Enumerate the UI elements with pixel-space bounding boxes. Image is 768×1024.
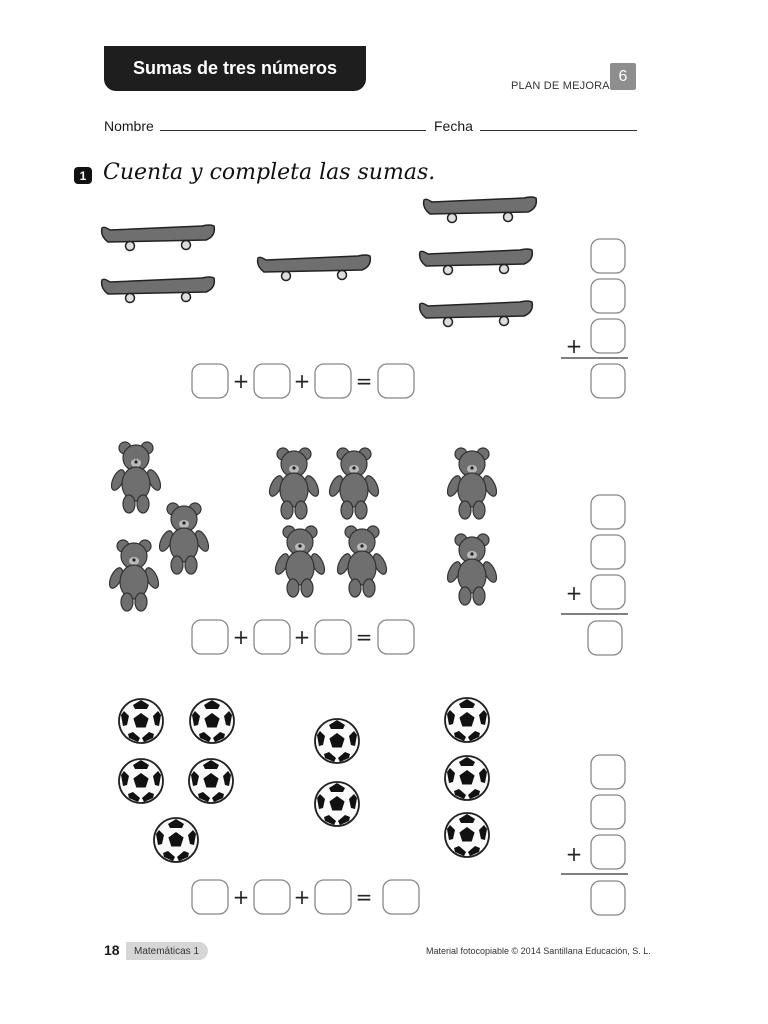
plus-sign: + — [293, 625, 311, 649]
answer-box[interactable] — [192, 364, 228, 398]
plan-label: PLAN DE MEJORA — [511, 80, 610, 92]
teddy-bear-icon — [335, 526, 389, 597]
skateboard-icon — [102, 225, 215, 251]
copyright-notice: Material fotocopiable © 2014 Santillana Educación, S. L. — [426, 946, 651, 956]
plus-sign: + — [232, 885, 250, 909]
row-3-group-1 — [119, 699, 234, 862]
row-3-group-2 — [315, 719, 359, 826]
equals-sign: = — [355, 625, 373, 649]
answer-box[interactable] — [378, 620, 414, 654]
row-2-group-3 — [445, 448, 499, 605]
answer-box[interactable] — [591, 364, 625, 398]
answer-box[interactable] — [192, 620, 228, 654]
row-2-group-1 — [107, 442, 211, 611]
soccer-ball-icon — [445, 698, 489, 742]
answer-box[interactable] — [315, 620, 351, 654]
soccer-ball-icon — [119, 699, 163, 743]
teddy-bear-icon — [273, 526, 327, 597]
plus-sign: + — [565, 842, 583, 866]
skateboard-icon — [424, 197, 537, 223]
row-3-equation — [192, 880, 419, 914]
teddy-bear-icon — [157, 503, 211, 574]
exercise-instruction: Cuenta y completa las sumas. — [103, 160, 436, 185]
teddy-bear-icon — [107, 540, 161, 611]
soccer-ball-icon — [445, 813, 489, 857]
row-2-group-2 — [267, 448, 389, 597]
answer-box[interactable] — [591, 495, 625, 529]
plus-sign: + — [293, 369, 311, 393]
answer-box[interactable] — [591, 835, 625, 869]
answer-box[interactable] — [591, 881, 625, 915]
row-1-equation — [192, 364, 414, 398]
row-3-group-3 — [445, 698, 489, 857]
plus-sign: + — [232, 369, 250, 393]
teddy-bear-icon — [327, 448, 381, 519]
skateboard-icon — [420, 249, 533, 275]
equals-sign: = — [355, 885, 373, 909]
name-label: Nombre — [104, 118, 154, 134]
answer-box[interactable] — [591, 795, 625, 829]
skateboard-icon — [420, 301, 533, 327]
teddy-bear-icon — [109, 442, 163, 513]
answer-box[interactable] — [591, 319, 625, 353]
soccer-ball-icon — [315, 782, 359, 826]
book-label: Matemáticas 1 — [126, 942, 208, 960]
row-1-group-1 — [102, 225, 215, 303]
answer-box[interactable] — [192, 880, 228, 914]
plus-sign: + — [293, 885, 311, 909]
row-1-group-3 — [420, 197, 537, 327]
row-2-equation — [192, 620, 414, 654]
soccer-ball-icon — [190, 699, 234, 743]
answer-box[interactable] — [315, 364, 351, 398]
date-label: Fecha — [434, 118, 473, 134]
answer-box[interactable] — [383, 880, 419, 914]
row-1-vertical-sum — [561, 239, 628, 398]
skateboard-icon — [102, 277, 215, 303]
equals-sign: = — [355, 369, 373, 393]
soccer-ball-icon — [154, 818, 198, 862]
teddy-bear-icon — [445, 448, 499, 519]
worksheet-title: Sumas de tres números — [104, 46, 366, 91]
plan-number-badge: 6 — [610, 63, 636, 90]
answer-box[interactable] — [254, 880, 290, 914]
soccer-ball-icon — [445, 756, 489, 800]
plus-sign: + — [565, 334, 583, 358]
teddy-bear-icon — [445, 534, 499, 605]
exercise-number-badge: 1 — [74, 167, 92, 184]
answer-box[interactable] — [378, 364, 414, 398]
soccer-ball-icon — [315, 719, 359, 763]
row-3-vertical-sum — [561, 755, 628, 915]
answer-box[interactable] — [588, 621, 622, 655]
plus-sign: + — [232, 625, 250, 649]
skateboard-icon — [258, 255, 371, 281]
page-number: 18 — [104, 942, 120, 958]
answer-box[interactable] — [591, 535, 625, 569]
row-1-group-2 — [258, 255, 371, 281]
answer-box[interactable] — [591, 239, 625, 273]
plus-sign: + — [565, 581, 583, 605]
row-2-vertical-sum — [561, 495, 628, 655]
answer-box[interactable] — [315, 880, 351, 914]
answer-box[interactable] — [591, 279, 625, 313]
soccer-ball-icon — [189, 759, 233, 803]
soccer-ball-icon — [119, 759, 163, 803]
answer-box[interactable] — [254, 620, 290, 654]
answer-box[interactable] — [591, 575, 625, 609]
answer-box[interactable] — [591, 755, 625, 789]
teddy-bear-icon — [267, 448, 321, 519]
answer-box[interactable] — [254, 364, 290, 398]
